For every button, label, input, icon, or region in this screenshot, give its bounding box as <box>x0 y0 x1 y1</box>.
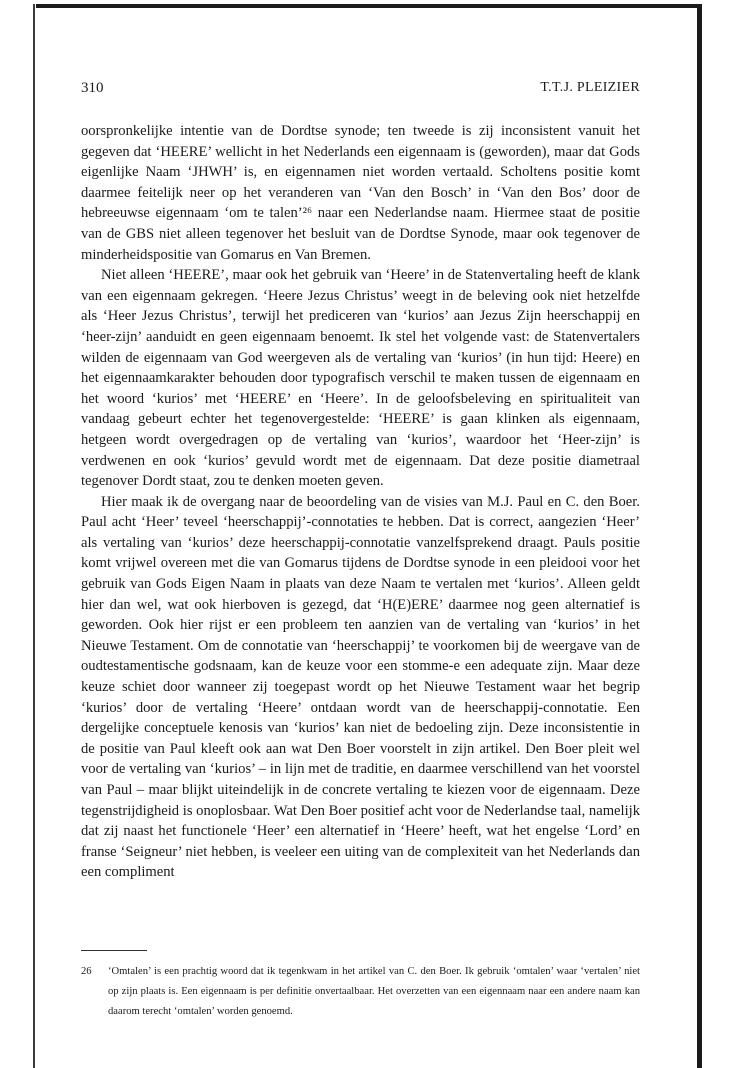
footnote-text: ‘Omtalen’ is een prachtig woord dat ik tegenkwam in het artikel van C. den Boer. Ik gebruik ‘omtalen’ waar ‘vertalen’ niet op zijn plaats is. Een eigennaam is per definitie onvertaalbaar. Het overzetten van een eigennaam naar een andere naam kan daarom terecht ‘omtalen’ worden genoemd. <box>108 966 640 1017</box>
paragraph-1: oorspronkelijke intentie van de Dordtse synode; ten tweede is zij inconsistent vanuit het gegeven dat ‘HEERE’ wellicht in het Nederlands een eigennaam is (geworden), maar dat Gods eigenlijke Naam ‘JHWH’ is, en eigennamen niet worden vertaald. Scholtens positie komt daarmee feitelijk neer op het veranderen van ‘Van den Bosch’ in ‘Van den Bos’ door de hebreeuwse eigennaam ‘om te talen’²⁶ naar een Nederlandse naam. Hiermee staat de positie van de GBS niet alleen tegenover het besluit van de Dordtse Synode, maar ook tegenover de minderheidspositie van Gomarus en Van Bremen. <box>81 123 640 263</box>
page-border-top <box>36 4 698 8</box>
footnote-rule <box>81 950 147 951</box>
footnote-number: 26 <box>81 966 92 977</box>
page-number: 310 <box>81 80 104 96</box>
paragraph-3: Hier maak ik de overgang naar de beoordeling van de visies van M.J. Paul en C. den Boer. Paul acht ‘Heer’ teveel ‘heerschappij’-connotaties te hebben. Dat is correct, aangezien ‘Heer’ als vertaling van ‘kurios’ deze heerschappij-connotatie vanzelfsprekend draagt. Pauls positie komt vrijwel overeen met die van Gomarus tijdens de Dordtse synode in een pleidooi voor het gebruik van Gods Eigen Naam in plaats van deze Naam te vertalen met ‘kurios’. Alleen geldt hier dan wel, wat ook hierboven is gezegd, dat ‘H(E)ERE’ daarmee nog geen alternatief is geworden. Ook hier rijst er een probleem ten aanzien van de vertaling van ‘kurios’ in het Nieuwe Testament. Om de connotatie van ‘heerschappij’ te voorkomen bij de weergave van de oudtestamentische godsnaam, kan de keuze voor een stomme-e een adequate zijn. Maar deze keuze schiet door wanneer zij toegepast wordt op het Nieuwe Testament waar het begrip ‘kurios’ door de vertaling ‘Heere’ ontdaan wordt van de heerschappij-connotatie. Een dergelijke conceptuele kenosis van ‘kurios’ kan niet de bedoeling zijn. Deze inconsistentie in de positie van Paul kleeft ook aan wat Den Boer voorstelt in zijn artikel. Den Boer pleit wel voor de vertaling van ‘kurios’ – in lijn met de traditie, en daarmee verschillend van het voorstel van Paul – maar blijkt uiteindelijk in de concrete vertaling te kiezen voor de eigennaam. Deze tegenstrijdigheid is onoplosbaar. Wat Den Boer positief acht voor de Nederlandse taal, namelijk dat zij naast het functionele ‘Heer’ een alternatief in ‘Heere’ heeft, wat het engelse ‘Lord’ en franse ‘Seigneur’ niet hebben, is veeleer een uiting van de complexiteit van het Nederlands dan een compliment <box>81 493 640 881</box>
page-border-left <box>33 4 35 1068</box>
running-head: T.T.J. PLEIZIER <box>540 80 640 95</box>
page-border-right <box>697 4 702 1068</box>
footnote <box>81 962 640 1022</box>
paragraph-2: Niet alleen ‘HEERE’, maar ook het gebruik van ‘Heere’ in de Statenvertaling heeft de klank van een eigennaam gekregen. ‘Heere Jezus Christus’ weegt in de beleving ook niet hetzelfde als ‘Heer Jezus Christus’, terwijl het prediceren van ‘kurios’ aan Jezus Zijn heerschappij en ‘heer-zijn’ aanduidt en geen eigennaam benoemt. Ik stel het volgende vast: de Statenvertalers wilden de eigennaam van God weergeven als de vertaling van ‘kurios’ (in hun tijd: Heere) en het eigennaamkarakter behouden door typografisch verschil te maken tussen de eigennaam en het woord ‘kurios’ met ‘HEERE’ en ‘Heere’. In de geloofsbeleving en spiritualiteit van vandaag gebeurt echter het tegenovergestelde: ‘HEERE’ is gaan klinken als eigennaam, hetgeen wordt overgedragen op de vertaling van ‘kurios’, waardoor het ‘Heer-zijn’ is verdwenen en ook ‘kurios’ gevuld wordt met de eigennaam. Dat deze positie diametraal tegenover Dordt staat, zou te denken moeten geven. <box>81 267 640 490</box>
body-text <box>81 121 640 883</box>
